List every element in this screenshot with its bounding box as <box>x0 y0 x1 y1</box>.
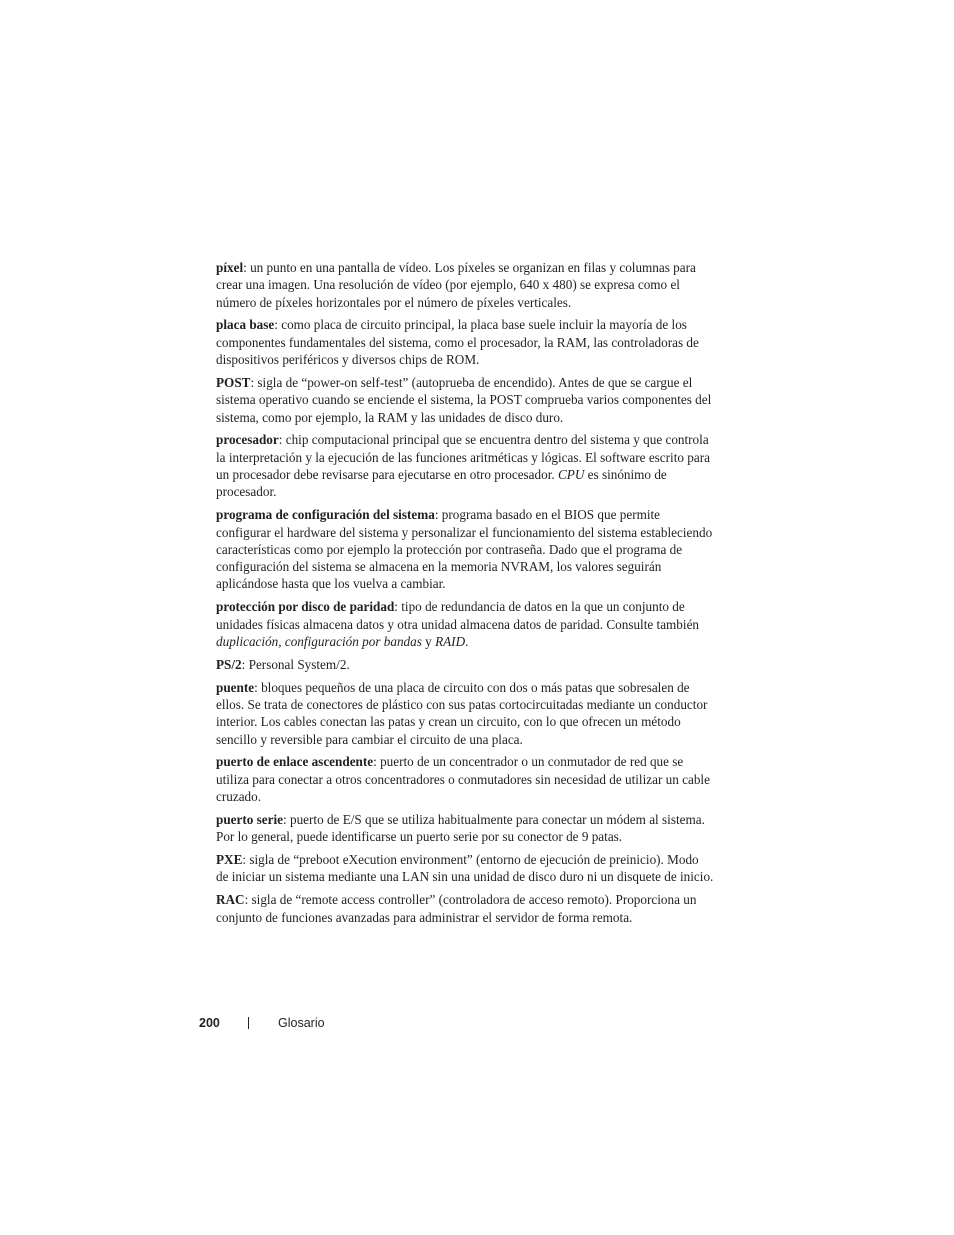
glossary-definition: : sigla de “preboot eXecution environment” (entorno de ejecución de preinicio). Modo de iniciar un sistema mediante una LAN sin una unidad de disco duro ni un disquete de inicio. <box>216 852 714 885</box>
glossary-term: programa de configuración del sistema <box>216 507 435 523</box>
glossary-definition: , <box>278 633 285 649</box>
glossary-term: píxel <box>216 260 244 275</box>
glossary-entry-procesador <box>216 431 714 500</box>
glossary-term: puerto serie <box>216 811 284 827</box>
glossary-definition: : como placa de circuito principal, la placa base suele incluir la mayoría de los componentes fundamentales del sistema, como el procesador, la RAM, las controladoras de dispositivos periféricos y diversos chips de ROM. <box>216 317 699 368</box>
glossary-definition: : Personal System/2. <box>241 656 350 672</box>
glossary-entry-post <box>216 374 714 426</box>
glossary-term: PS/2 <box>216 656 242 672</box>
glossary-term: puerto de enlace ascendente <box>216 754 374 770</box>
glossary-definition: : un punto en una pantalla de vídeo. Los píxeles se organizan en filas y columnas para crear una imagen. Una resolución de vídeo (por ejemplo, 640 x 480) se expresa como el número de píxeles horizontales por el número de píxeles verticales. <box>216 260 696 310</box>
glossary-term: PXE <box>216 852 243 868</box>
glossary-crossref: RAID <box>435 633 466 649</box>
glossary-entry-rac <box>216 891 714 926</box>
glossary-definition: : bloques pequeños de una placa de circuito con dos o más patas que sobresalen de ellos. Se trata de conectores de plástico con sus patas cortocircuitadas mediante un conductor interior. Los cables conectan las patas y crean un circuito, con lo que ofrecen un método sencillo y reversible para cambiar el circuito de una placa. <box>216 679 708 747</box>
glossary-definition: : puerto de E/S que se utiliza habitualmente para conectar un módem al sistema. Por lo general, puede identificarse un puerto serie por su conector de 9 patas. <box>216 811 705 845</box>
glossary-definition: y <box>421 633 436 649</box>
glossary-term: placa base <box>216 317 275 333</box>
glossary-entry-puente <box>216 679 714 748</box>
glossary-definition: : chip computacional principal que se encuentra dentro del sistema y que controla la interpretación y la ejecución de las funciones aritméticas y lógicas. El software escrito para un procesador debe revisarse para ejecutarse en otro procesador. <box>216 432 710 483</box>
glossary-term: POST <box>216 374 251 390</box>
glossary-crossref: CPU <box>557 467 585 483</box>
glossary-definition: : sigla de “power-on self-test” (autoprueba de encendido). Antes de que se cargue el sistema operativo cuando se enciende el sistema, la POST comprueba varios componentes del sistema, como por ejemplo, la RAM y las unidades de disco duro. <box>216 374 712 425</box>
glossary-term: procesador <box>216 432 279 448</box>
glossary-definition: es sinónimo de procesador. <box>216 467 667 500</box>
glossary-crossref: duplicación <box>216 633 279 649</box>
glossary-crossref: configuración por bandas <box>284 633 422 649</box>
page-number: 200 <box>199 1016 220 1030</box>
glossary-entry-placa-base <box>216 316 714 368</box>
glossary-definition: : puerto de un concentrador o un conmutador de red que se utiliza para conectar a otros concentradores o conmutadores sin necesidad de utilizar un cable cruzado. <box>216 754 710 805</box>
glossary-body <box>216 259 714 932</box>
glossary-definition: : sigla de “remote access controller” (controladora de acceso remoto). Proporciona un conjunto de funciones avanzadas para administrar el servidor de forma remota. <box>216 892 697 925</box>
glossary-term: protección por disco de paridad <box>216 599 395 615</box>
glossary-term: puente <box>216 679 255 695</box>
section-title: Glosario <box>278 1016 325 1030</box>
glossary-definition: : programa basado en el BIOS que permite configurar el hardware del sistema y personalizar el funcionamiento del sistema estableciendo características como por ejemplo la protección por contraseña. Dado que el programa de configuración del sistema se almacena en la memoria NVRAM, los valores seguirán aplicándose hasta que los vuelva a cambiar. <box>216 507 713 592</box>
glossary-entry-pixel <box>216 259 714 311</box>
page-footer <box>199 1016 325 1030</box>
footer-separator <box>248 1017 249 1029</box>
glossary-term: RAC <box>216 892 245 908</box>
glossary-entry-programa-configuracion <box>216 506 714 592</box>
glossary-entry-puerto-serie <box>216 811 714 846</box>
glossary-entry-pxe <box>216 851 714 886</box>
glossary-entry-puerto-enlace <box>216 753 714 805</box>
glossary-definition: : tipo de redundancia de datos en la que un conjunto de unidades físicas almacena datos y otra unidad almacena datos de paridad. Consulte también <box>216 599 700 632</box>
glossary-definition: . <box>465 633 469 649</box>
glossary-entry-ps2 <box>216 656 714 673</box>
glossary-entry-proteccion-paridad <box>216 598 714 650</box>
